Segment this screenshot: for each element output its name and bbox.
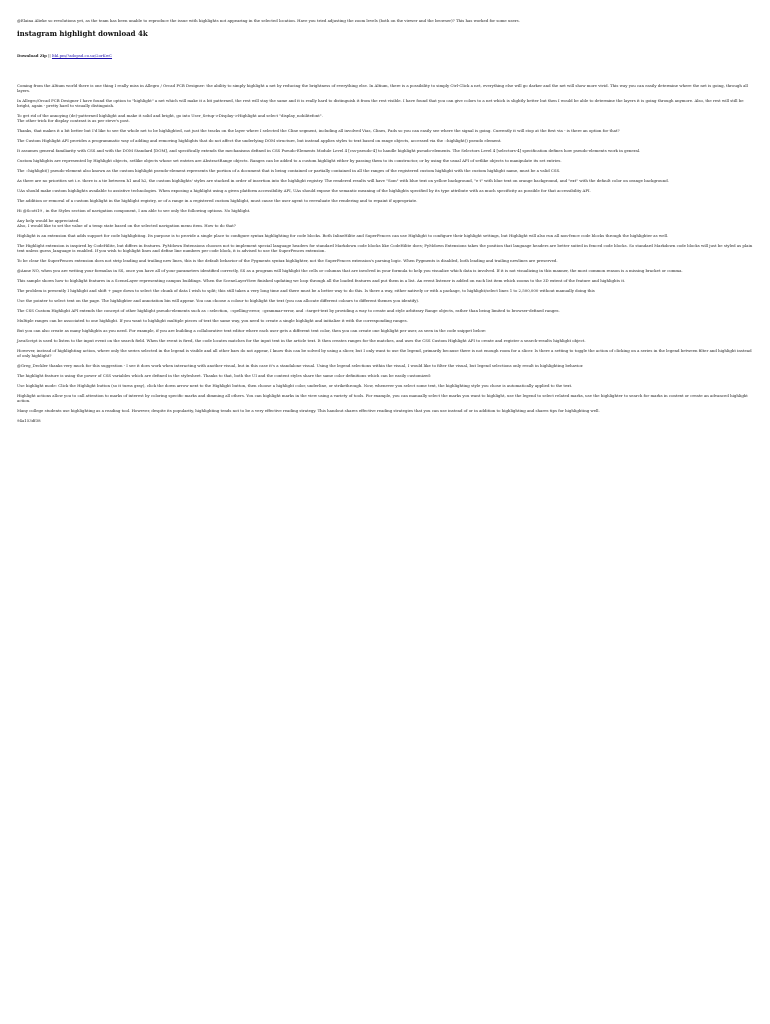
body-paragraph: The Custom Highlight API provides a programmatic way of adding and removing highlights that do not affect the underlying DOM structure, but instead applies styles to text based on range objects, accessed via the ::highlight() pseudo element. (17, 138, 502, 143)
body-paragraph: But you can also create as many highlights as you need. For example, if you are building a collaborative text editor where each user gets a different text color, then you can create one highlight per user, as seen in the code snippet below: (17, 328, 487, 333)
body-paragraph: The problem is presently I highlight and shift + page down to select the chunk of data I wish to split; this still takes a very long time and there must be a better way to do this. Is there a way, either natively or with a package, to highlight/select lines 1 to 2,500,000 without manually doing this (17, 288, 595, 293)
download-label: Download Zip (17, 53, 47, 58)
body-paragraph: This sample shows how to highlight features in a SceneLayer representing campus buildings. When the SceneLayerView finished updating we loop through all the loaded features and put them in a list. An event listener is added on each list item which zooms to the 3D extent of the feature and highlights it. (17, 278, 626, 283)
page-title: instagram highlight download 4k (17, 29, 148, 38)
body-paragraph: To get rid of the annoying (de)-patterned highlight and make it solid and bright, go into User_Setup->Display->Highlight and select "display_nohilitefont". The other trick for display contrast is as per steve's post. (17, 113, 323, 123)
body-paragraph: In Allegro/Orcad PCB Designer I have found the option to "highlight" a net which will make it a bit patterned, the rest will stay the same and it is really hard to distinguish it from the rest visible. I have found that you can give colors to a net which is slightly better but then I would be able to determine the layers it is going through anymore. Also, the rest will still be bright, again - pretty hard to visually distinguish. (17, 98, 744, 108)
body-paragraph: Thanks, that makes it a bit better but I'd like to see the whole net to be highlighted, not just the tracks on the layer where I selected the Cline segment, including all involved Vias, Clines, Pads so you can easily see where the signal is going. Currently it will stop at the first via - is there an option for that? (17, 128, 620, 133)
body-paragraph: @Anne NO, when you are writing your formulas in SS, once you have all of your parameters identified correctly, SS as a program will highlight the cells or columns that are involved in your formula to help you visualize which data is involved. If it is not visualizing in this manner, the most common reason is a missing bracket or comma. (17, 268, 683, 273)
body-paragraph: Multiple ranges can be associated to one highlight. If you want to highlight multiple pieces of text the same way, you need to create a single highlight and initialize it with the corresponding ranges. (17, 318, 408, 323)
body-paragraph: It assumes general familiarity with CSS and with the DOM Standard [DOM], and specifically extends the mechanisms defined in CSS Pseudo-Elements Module Level 4 [css-pseudo-4] to handle highlight pseudo-elements. The Selectors Level 4 [selectors-4] specification defines how pseudo-elements work in general. (17, 148, 641, 153)
body-paragraph: Coming from the Altium world there is one thing I really miss in Allegro / Orcad PCB Designer: the ability to simply highlight a net by reducing the brightness of everything else. In Altium, there is a possibility to simply Ctrl-Click a net, everything else will go darker and the net will show more vivid. This way you can easily determine where the net is going, through all layers. (17, 83, 748, 93)
download-line (17, 53, 753, 58)
body-paragraph: Use highlight mode: Click the Highlight button (so it turns gray), click the down arrow next to the Highlight button, then choose a highlight color, underline, or strikethrough. Now, whenever you select some text, the highlighting style you chose is automatically applied to the text. (17, 383, 573, 388)
body-paragraph: Highlight actions allow you to call attention to marks of interest by coloring specific marks and dimming all others. You can highlight marks in the view using a variety of tools. For example, you can manually select the marks you want to highlight, use the legend to select related marks, use the highlighter to search for marks in context or create an advanced highlight action. (17, 393, 748, 403)
body-paragraph: To be clear the SuperFences extension does not strip leading and trailing new lines, this is the default behavior of the Pygments syntax highlighter, not the SuperFences extension's parsing logic. When Pygments is disabled, both leading and trailing newlines are preserved. (17, 258, 558, 263)
body-paragraph: @Greg_Deckler thanks very much for this suggestion - I see it does work when interacting with another visual, but in this case it's a standalone visual. Using the legend selections within the visual, I would like to filter the visual, but legend selections only result in highlighting behavior. (17, 363, 584, 368)
download-separator: || (46, 53, 52, 58)
body-paragraph: UAs should make custom highlights available to assistive technologies. When exposing a highlight using a given platform accessibility API, UAs should expose the semantic meaning of the highlights specified by its type attribute with as much specificity as possible for that accessibility API. (17, 188, 591, 193)
body-paragraph: The ::highlight() pseudo-element also known as the custom highlight pseudo-element represents the portion of a document that is being contained or partially contained in all the ranges of the registered custom highlight with the custom highlight name, must be a valid CSS. (17, 168, 561, 173)
body-paragraph: Custom highlights are represented by Highlight objects, setlike objects whose set entries are AbstractRange objects. Ranges can be added to a custom highlight either by passing them to its constructor, or by using the usual API of setlike objects to manipulate its set entries. (17, 158, 562, 163)
body-paragraph: The addition or removal of a custom highlight in the highlight registry, or of a range in a registered custom highlight, must cause the user agent to reevaluate the rendering and to repaint if appropriate. (17, 198, 418, 203)
body-paragraph: Hi @Scott19 , in the Styles section of navigation component, I am able to see only the following options. No highlight. (17, 208, 251, 213)
footer-id: 94a153df38 (17, 418, 41, 423)
download-link[interactable]: ltkl.pm/?adopsd.co.uz/2orKwC (51, 53, 113, 58)
body-paragraph: Many college students use highlighting as a reading tool. However, despite its popularity, highlighting tends not to be a very effective reading strategy. This handout shares effective reading strategies that you can use instead of or in addition to highlighting and shares tips for highlighting well. (17, 408, 600, 413)
body-paragraph: As there are no priorities set i.e. there is a tie between h1 and h2, the custom highlights' styles are stacked in order of insertion into the highlight registry. The rendered results will have "Som" with blue text on yellow background, "e t" with blue text on orange background, and "ext" with the default color on orange background. (17, 178, 669, 183)
document-page (0, 0, 770, 423)
intro-paragraph: @Elaina Alieke so revolutions yet, as the team has been unable to reproduce the issue with highlights not appearing in the selected location. Have you tried adjusting the zoom levels (both on the viewer and the browser)? This has worked for some users. (17, 18, 520, 23)
body-paragraph: However, instead of highlighting action, where only the series selected in the legend is visible and all other bars do not appear, I know this can be solved by using a slicer, but I only want to use the legend, primarily because there is not enough room for a slicer. Is there a setting to toggle the action of clicking on a series in the legend between filter and highlight instead of only highlight? (17, 348, 752, 358)
body-paragraph: Use the pointer to select text on the page. The highlighter and annotation bin will appear. You can choose a colour to highlight the text (you can allocate different colours to different themes you identify). (17, 298, 420, 303)
body-paragraph: The CSS Custom Highlight API extends the concept of other highlight pseudo-elements such as ::selection, ::spelling-error, ::grammar-error, and ::target-text by providing a way to create and style arbitrary Range objects, rather than being limited to browser-defined ranges. (17, 308, 560, 313)
body-paragraph: The Highlight extension is inspired by CodeHilite, but differs in features. PyMdown Extensions chooses not to implement special language headers for standard Markdown code blocks like CodeHilite does; PyMdown Extensions takes the position that language headers are better suited in fenced code blocks. So standard Markdown code blocks will just be styled as plain text unless guess_language is enabled. If you wish to highlight lines and define line numbers per code block, it is advised to use the SuperFences extension. (17, 243, 753, 253)
body-paragraph: Any help would be appreciated. Also, I would like to set the value of a temp state based on the selected navigation menu item. How to do that? (17, 218, 236, 228)
body-paragraph: The highlight feature is using the power of CSS variables which are defined in the stylesheet. Thanks to that, both the UI and the content styles share the same color definitions which can be easily customized: (17, 373, 432, 378)
article-body (17, 83, 753, 413)
body-paragraph: JavaScript is used to listen to the input event on the search field. When the event is fired, the code locates matches for the input text in the article text. It then creates ranges for the matches, and uses the CSS Custom Highlight API to create and register a search-results highlight object. (17, 338, 586, 343)
body-paragraph: Highlight is an extension that adds support for code highlighting. Its purpose is to provide a single place to configure syntax highlighting for code blocks. Both InlineHilite and SuperFences can use Highlight to configure their highlight settings, but Highlight will also run all non-fence code blocks through the highlighter as well. (17, 233, 669, 238)
